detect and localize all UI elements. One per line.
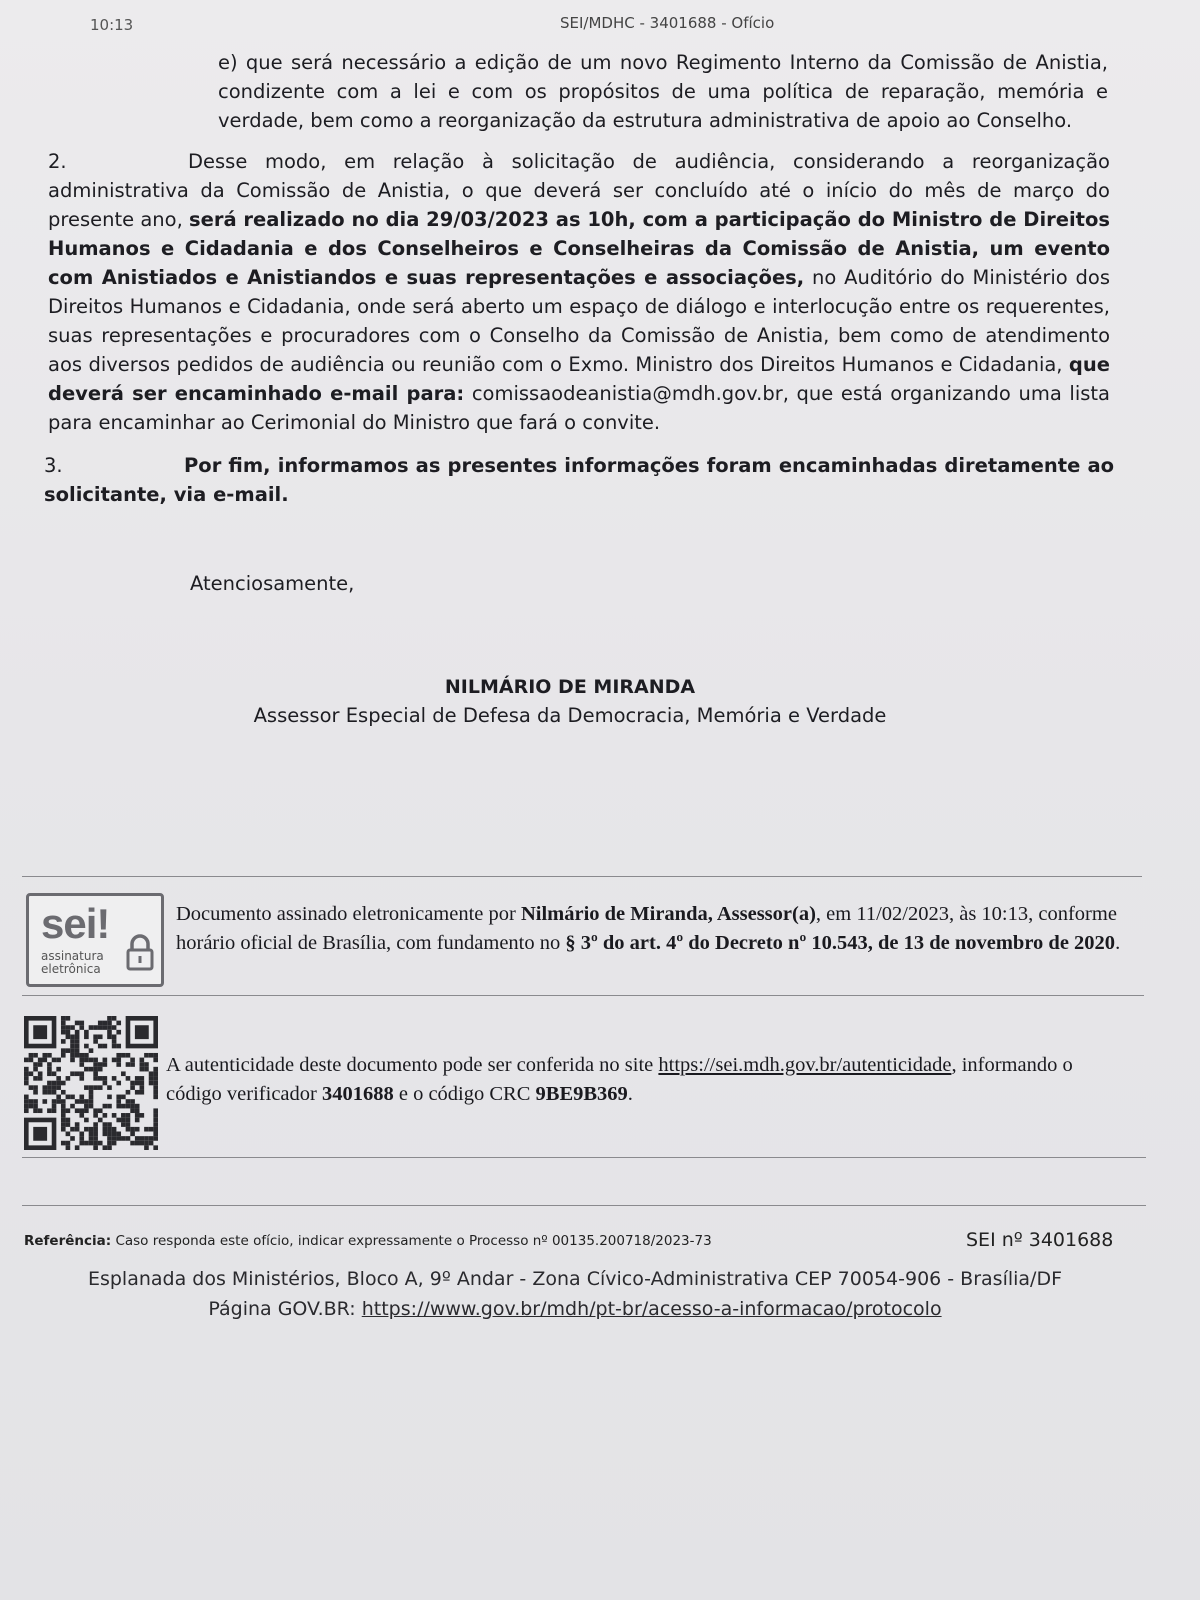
footer-address-block	[0, 1264, 1150, 1324]
paragraph-number: 3.	[44, 454, 63, 477]
crc-code: 9BE9B369	[535, 1083, 628, 1105]
qr-code	[24, 1016, 158, 1150]
paragraph-3	[44, 451, 1114, 509]
sei-logo-caption-line: eletrônica	[41, 962, 101, 976]
paragraph-bold-text: que deverá ser encaminhado e-mail para:	[48, 353, 1110, 405]
authenticity-sentence: e o código CRC	[393, 1083, 536, 1105]
divider	[22, 1157, 1146, 1158]
divider	[22, 1205, 1146, 1206]
paragraph-bold-text: será realizado no dia 29/03/2023 as 10h, com a participação do Ministro de Direitos Humanos e Cidadania e dos Conselheiros e Conselheiras da Comissão de Anistia, um evento com Anistiados e Anistiandos e suas representações e associações,	[48, 208, 1110, 289]
signature-text: .	[1115, 932, 1121, 954]
footer-reference-text: Caso responda este ofício, indicar expressamente o Processo nº 00135.200718/2023-73	[111, 1233, 712, 1249]
signature-text: Documento assinado eletronicamente por	[176, 903, 521, 925]
paragraph-2	[48, 147, 1110, 437]
footer-sei-number: SEI nº 3401688	[966, 1229, 1114, 1251]
sei-logo-word: sei!	[41, 900, 110, 947]
footer-reference-label: Referência:	[24, 1233, 112, 1249]
electronic-signature-text	[176, 900, 1136, 958]
sei-logo	[26, 893, 164, 987]
signer-name: NILMÁRIO DE MIRANDA	[444, 676, 696, 698]
authenticity-text	[166, 1051, 1126, 1109]
paragraph-text: no Auditório do Ministério dos Direitos Humanos e Cidadania, onde será aberto um espaço de diálogo e interlocução entre os requerentes, suas representações e procuradores com o Conselho da Comissão de Anistia, bem como de atendimento aos diversos pedidos de audiência ou reunião com o Exmo. Ministro dos Direitos Humanos e Cidadania,	[48, 266, 1110, 376]
footer-reference	[24, 1233, 712, 1249]
footer-page-label: Página GOV.BR:	[208, 1298, 362, 1320]
divider	[22, 995, 1144, 996]
paragraph-number: 2.	[48, 150, 67, 173]
authenticity-sentence: , informando o código verificador	[166, 1054, 1073, 1105]
footer-page-link[interactable]: https://www.gov.br/mdh/pt-br/acesso-a-informacao/protocolo	[361, 1298, 942, 1320]
signature-text: , em 11/02/2023, às 10:13, conforme horário oficial de Brasília, com fundamento no	[176, 903, 1117, 954]
authenticity-sentence: .	[627, 1083, 633, 1105]
header-doc-ref: SEI/MDHC - 3401688 - Ofício	[560, 14, 775, 32]
paragraph-text: Por fim, informamos as presentes informações foram encaminhadas diretamente ao solicitante, via e-mail.	[44, 454, 1114, 506]
divider	[22, 876, 1142, 877]
signer-role: Assessor Especial de Defesa da Democracia, Memória e Verdade	[253, 704, 887, 727]
paragraph-text: Desse modo, em relação à solicitação de audiência, considerando a reorganização administrativa da Comissão de Anistia, o que deverá ser concluído até o início do mês de março do presente ano,	[48, 150, 1110, 231]
paragraph-text: comissaodeanistia@mdh.gov.br, que está organizando uma lista para encaminhar ao Cerimonial do Ministro que fará o convite.	[48, 382, 1110, 434]
footer-address: Esplanada dos Ministérios, Bloco A, 9º Andar - Zona Cívico-Administrativa CEP 70054-906 - Brasília/DF	[87, 1268, 1063, 1290]
sei-logo-caption	[41, 950, 104, 976]
footer-page	[0, 1294, 1150, 1324]
header-time: 10:13	[90, 16, 134, 34]
authenticity-link[interactable]: https://sei.mdh.gov.br/autenticidade	[658, 1054, 952, 1076]
authenticity-sentence: A autenticidade deste documento pode ser conferida no site	[166, 1054, 659, 1076]
signature-signer: Nilmário de Miranda, Assessor(a)	[520, 903, 816, 925]
paragraph-item-e: e) que será necessário a edição de um novo Regimento Interno da Comissão de Anistia, condizente com a lei e com os propósitos de uma política de reparação, memória e verdade, bem como a reorganização da estrutura administrativa de apoio ao Conselho.	[218, 51, 1108, 132]
signature-legal-basis: § 3º do art. 4º do Decreto nº 10.543, de 13 de novembro de 2020	[565, 932, 1116, 954]
sei-logo-caption-line: assinatura	[41, 949, 104, 963]
closing: Atenciosamente,	[190, 572, 355, 595]
verification-code: 3401688	[321, 1083, 394, 1105]
lock-icon	[125, 934, 155, 972]
